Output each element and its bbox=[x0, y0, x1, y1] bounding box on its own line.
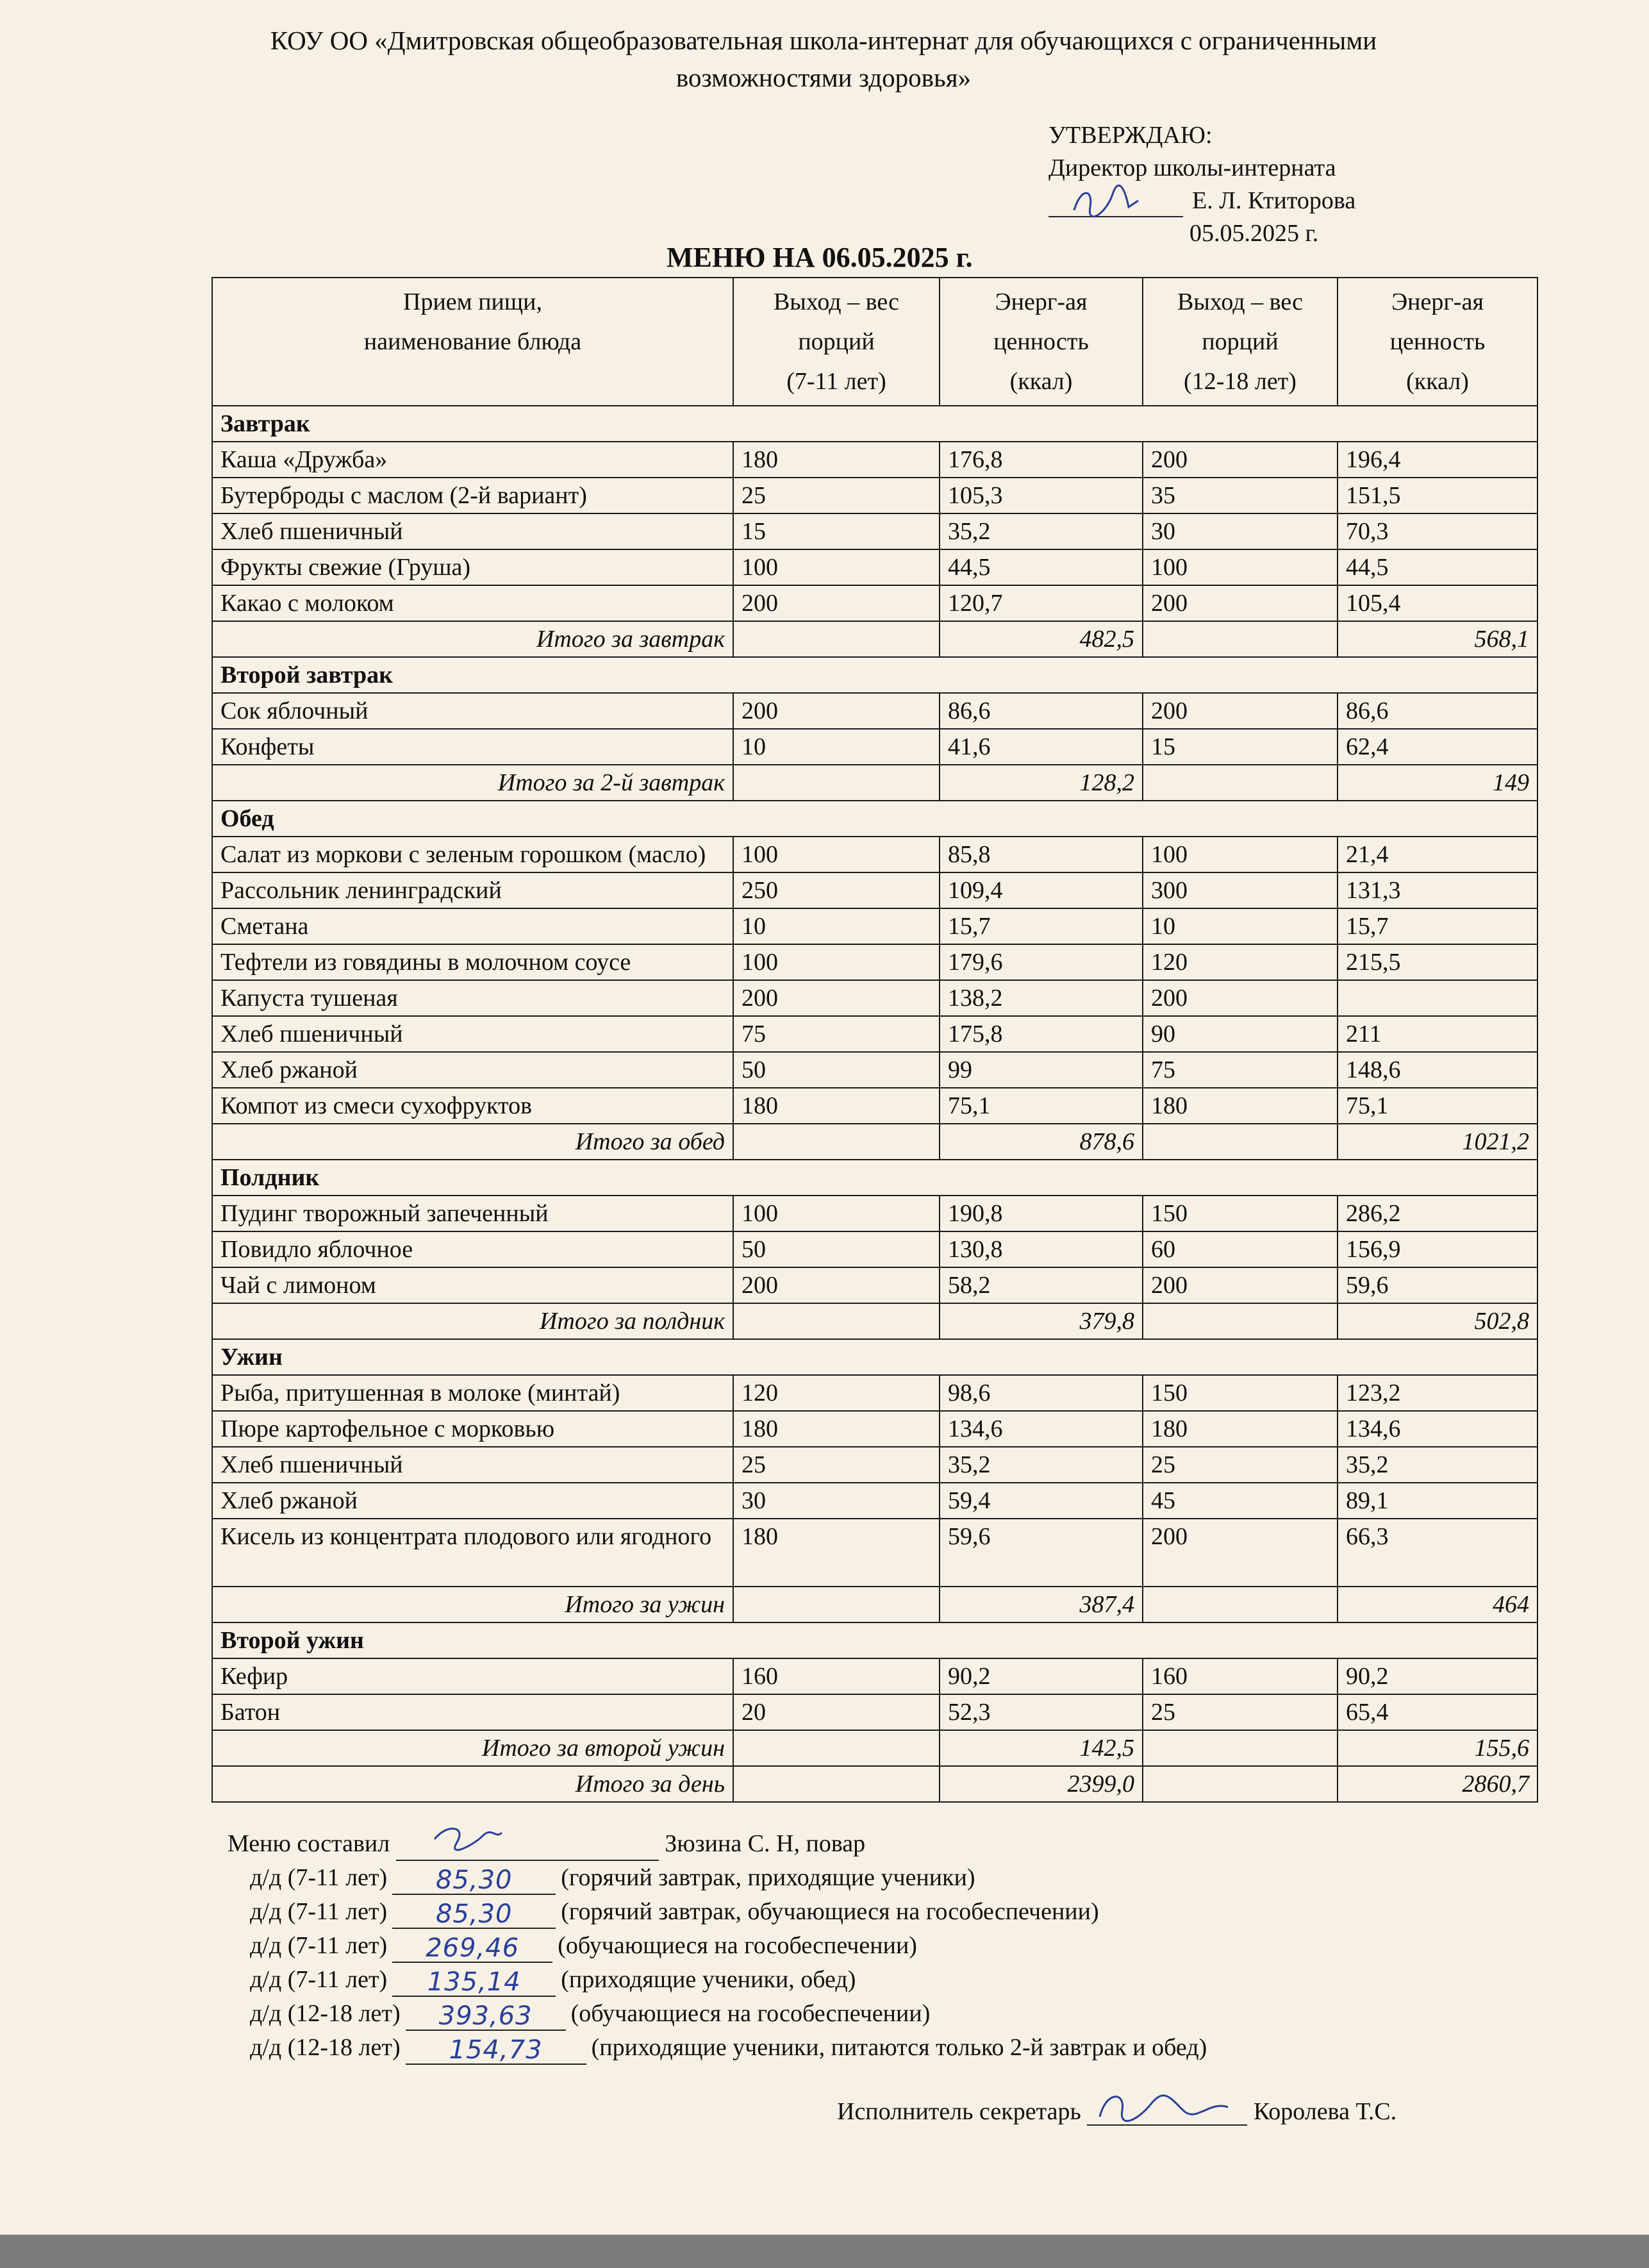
table-row bbox=[212, 693, 1537, 729]
cost-label: д/д (7-11 лет) bbox=[250, 1932, 388, 1959]
energy-7-11: 35,2 bbox=[940, 513, 1143, 549]
energy-12-18: 59,6 bbox=[1338, 1267, 1537, 1303]
total-energy-7-11: 128,2 bbox=[940, 765, 1143, 801]
weight-12-18: 10 bbox=[1143, 908, 1338, 944]
energy-12-18: 151,5 bbox=[1338, 478, 1537, 513]
cost-value: 393,63 bbox=[438, 2001, 533, 2031]
table-row bbox=[212, 1375, 1537, 1411]
energy-12-18: 70,3 bbox=[1338, 513, 1537, 549]
weight-7-11: 200 bbox=[733, 1267, 940, 1303]
weight-7-11: 15 bbox=[733, 513, 940, 549]
cost-label: д/д (7-11 лет) bbox=[250, 1898, 388, 1925]
weight-12-18: 200 bbox=[1143, 693, 1338, 729]
weight-7-11: 30 bbox=[733, 1483, 940, 1519]
total-energy-12-18: 464 bbox=[1338, 1587, 1537, 1622]
approval-date: 05.05.2025 г. bbox=[1189, 220, 1319, 247]
dish-name: Конфеты bbox=[212, 729, 733, 765]
total-row bbox=[212, 1766, 1537, 1802]
total-energy-7-11: 379,8 bbox=[940, 1303, 1143, 1339]
cost-value-blank bbox=[392, 1933, 552, 1963]
weight-7-11: 10 bbox=[733, 729, 940, 765]
total-label: Итого за обед bbox=[212, 1124, 733, 1160]
weight-12-18: 100 bbox=[1143, 549, 1338, 585]
compiler-row bbox=[228, 1827, 1207, 1861]
energy-7-11: 190,8 bbox=[940, 1196, 1143, 1231]
executor-signature bbox=[1087, 2099, 1247, 2126]
total-energy-7-11: 878,6 bbox=[940, 1124, 1143, 1160]
table-row bbox=[212, 1196, 1537, 1231]
weight-12-18: 25 bbox=[1143, 1694, 1338, 1730]
table-row bbox=[212, 980, 1537, 1016]
director-signature bbox=[1048, 190, 1183, 217]
total-label: Итого за ужин bbox=[212, 1587, 733, 1622]
energy-7-11: 85,8 bbox=[940, 837, 1143, 872]
energy-7-11: 99 bbox=[940, 1052, 1143, 1088]
weight-12-18: 35 bbox=[1143, 478, 1338, 513]
total-empty bbox=[1143, 621, 1338, 657]
approval-label: УТВЕРЖДАЮ: bbox=[1048, 122, 1213, 149]
section-title: Ужин bbox=[212, 1339, 1537, 1375]
table-row bbox=[212, 1231, 1537, 1267]
total-empty bbox=[733, 1124, 940, 1160]
weight-12-18: 75 bbox=[1143, 1052, 1338, 1088]
energy-12-18: 86,6 bbox=[1338, 693, 1537, 729]
total-label: Итого за 2-й завтрак bbox=[212, 765, 733, 801]
cost-note: (горячий завтрак, обучающиеся на гособеспечении) bbox=[561, 1898, 1099, 1925]
total-row bbox=[212, 621, 1537, 657]
weight-7-11: 100 bbox=[733, 944, 940, 980]
energy-7-11: 138,2 bbox=[940, 980, 1143, 1016]
total-empty bbox=[733, 1766, 940, 1802]
energy-12-18: 156,9 bbox=[1338, 1231, 1537, 1267]
weight-7-11: 200 bbox=[733, 585, 940, 621]
cost-value-blank bbox=[392, 1899, 556, 1929]
document-header bbox=[167, 22, 1480, 96]
total-empty bbox=[733, 1730, 940, 1766]
cost-value-blank bbox=[392, 1865, 556, 1895]
weight-7-11: 100 bbox=[733, 837, 940, 872]
table-row bbox=[212, 837, 1537, 872]
header-dish: Прием пищи, наименование блюда bbox=[212, 278, 733, 406]
weight-12-18: 150 bbox=[1143, 1375, 1338, 1411]
weight-12-18: 180 bbox=[1143, 1411, 1338, 1447]
table-row bbox=[212, 1016, 1537, 1052]
energy-7-11: 105,3 bbox=[940, 478, 1143, 513]
dish-name: Пюре картофельное с морковью bbox=[212, 1411, 733, 1447]
dish-name: Салат из моркови с зеленым горошком (масло) bbox=[212, 837, 733, 872]
section-row bbox=[212, 801, 1537, 837]
total-energy-7-11: 2399,0 bbox=[940, 1766, 1143, 1802]
weight-12-18: 200 bbox=[1143, 1267, 1338, 1303]
dish-name: Компот из смеси сухофруктов bbox=[212, 1088, 733, 1124]
table-row bbox=[212, 908, 1537, 944]
energy-12-18: 211 bbox=[1338, 1016, 1537, 1052]
section-title: Второй ужин bbox=[212, 1622, 1537, 1658]
dish-name: Каша «Дружба» bbox=[212, 442, 733, 478]
approval-signature-line bbox=[1048, 185, 1355, 217]
total-empty bbox=[1143, 1730, 1338, 1766]
menu-table bbox=[211, 277, 1538, 1803]
header-weight-12-18: Выход – вес порций (12-18 лет) bbox=[1143, 278, 1338, 406]
total-energy-7-11: 387,4 bbox=[940, 1587, 1143, 1622]
total-label: Итого за второй ужин bbox=[212, 1730, 733, 1766]
total-row bbox=[212, 1730, 1537, 1766]
cost-value: 154,73 bbox=[449, 2035, 543, 2065]
table-row bbox=[212, 1694, 1537, 1730]
dish-name: Чай с лимоном bbox=[212, 1267, 733, 1303]
energy-12-18: 75,1 bbox=[1338, 1088, 1537, 1124]
energy-7-11: 75,1 bbox=[940, 1088, 1143, 1124]
approval-position: Директор школы-интерната bbox=[1048, 154, 1336, 181]
weight-7-11: 200 bbox=[733, 693, 940, 729]
total-label: Итого за завтрак bbox=[212, 621, 733, 657]
cost-value: 269,46 bbox=[426, 1933, 520, 1963]
total-energy-7-11: 142,5 bbox=[940, 1730, 1143, 1766]
total-empty bbox=[1143, 1124, 1338, 1160]
energy-12-18: 131,3 bbox=[1338, 872, 1537, 908]
weight-12-18: 90 bbox=[1143, 1016, 1338, 1052]
table-row bbox=[212, 1658, 1537, 1694]
dish-name: Сметана bbox=[212, 908, 733, 944]
weight-7-11: 180 bbox=[733, 1411, 940, 1447]
weight-12-18: 30 bbox=[1143, 513, 1338, 549]
dish-name: Сок яблочный bbox=[212, 693, 733, 729]
cost-label: д/д (12-18 лет) bbox=[250, 2034, 401, 2061]
executor-label: Исполнитель секретарь bbox=[837, 2098, 1081, 2125]
total-energy-7-11: 482,5 bbox=[940, 621, 1143, 657]
energy-12-18: 21,4 bbox=[1338, 837, 1537, 872]
total-energy-12-18: 502,8 bbox=[1338, 1303, 1537, 1339]
energy-7-11: 35,2 bbox=[940, 1447, 1143, 1483]
daily-cost-row bbox=[228, 1929, 1207, 1963]
dish-name: Рыба, притушенная в молоке (минтай) bbox=[212, 1375, 733, 1411]
table-row bbox=[212, 872, 1537, 908]
energy-7-11: 58,2 bbox=[940, 1267, 1143, 1303]
header-energy-12-18: Энерг-ая ценность (ккал) bbox=[1338, 278, 1537, 406]
daily-cost-row bbox=[228, 1963, 1207, 1997]
dish-name: Пудинг творожный запеченный bbox=[212, 1196, 733, 1231]
total-row bbox=[212, 1303, 1537, 1339]
weight-12-18: 60 bbox=[1143, 1231, 1338, 1267]
energy-12-18: 66,3 bbox=[1338, 1519, 1537, 1587]
compiler-signature bbox=[396, 1834, 659, 1861]
weight-7-11: 160 bbox=[733, 1658, 940, 1694]
table-row bbox=[212, 1088, 1537, 1124]
weight-12-18: 160 bbox=[1143, 1658, 1338, 1694]
cost-note: (приходящие ученики, питаются только 2-й завтрак и обед) bbox=[591, 2034, 1207, 2061]
energy-7-11: 98,6 bbox=[940, 1375, 1143, 1411]
total-row bbox=[212, 1587, 1537, 1622]
cost-value-blank bbox=[406, 2035, 586, 2065]
table-row bbox=[212, 549, 1537, 585]
weight-7-11: 120 bbox=[733, 1375, 940, 1411]
dish-name: Хлеб пшеничный bbox=[212, 1016, 733, 1052]
cost-value-blank bbox=[406, 2001, 566, 2031]
table-row bbox=[212, 1052, 1537, 1088]
weight-7-11: 200 bbox=[733, 980, 940, 1016]
dish-name: Капуста тушеная bbox=[212, 980, 733, 1016]
header-energy-7-11: Энерг-ая ценность (ккал) bbox=[940, 278, 1143, 406]
weight-7-11: 250 bbox=[733, 872, 940, 908]
page-title: МЕНЮ НА 06.05.2025 г. bbox=[667, 242, 973, 273]
energy-7-11: 175,8 bbox=[940, 1016, 1143, 1052]
section-row bbox=[212, 1622, 1537, 1658]
weight-12-18: 200 bbox=[1143, 585, 1338, 621]
section-title: Завтрак bbox=[212, 406, 1537, 442]
weight-12-18: 120 bbox=[1143, 944, 1338, 980]
weight-7-11: 100 bbox=[733, 1196, 940, 1231]
section-title: Полдник bbox=[212, 1160, 1537, 1196]
cost-value: 85,30 bbox=[435, 1899, 513, 1929]
energy-7-11: 59,4 bbox=[940, 1483, 1143, 1519]
total-empty bbox=[733, 765, 940, 801]
weight-7-11: 50 bbox=[733, 1052, 940, 1088]
weight-7-11: 75 bbox=[733, 1016, 940, 1052]
cost-value: 135,14 bbox=[427, 1967, 521, 1997]
table-header-row bbox=[212, 278, 1537, 406]
table-row bbox=[212, 442, 1537, 478]
total-row bbox=[212, 1124, 1537, 1160]
dish-name: Тефтели из говядины в молочном соусе bbox=[212, 944, 733, 980]
energy-12-18: 62,4 bbox=[1338, 729, 1537, 765]
weight-12-18: 300 bbox=[1143, 872, 1338, 908]
energy-7-11: 120,7 bbox=[940, 585, 1143, 621]
weight-12-18: 45 bbox=[1143, 1483, 1338, 1519]
energy-7-11: 130,8 bbox=[940, 1231, 1143, 1267]
energy-12-18 bbox=[1338, 980, 1537, 1016]
total-empty bbox=[733, 1303, 940, 1339]
compiler-label: Меню составил bbox=[228, 1830, 390, 1857]
weight-7-11: 20 bbox=[733, 1694, 940, 1730]
dish-name: Повидло яблочное bbox=[212, 1231, 733, 1267]
dish-name: Батон bbox=[212, 1694, 733, 1730]
energy-7-11: 176,8 bbox=[940, 442, 1143, 478]
weight-7-11: 180 bbox=[733, 1088, 940, 1124]
daily-cost-row bbox=[228, 1861, 1207, 1895]
menu-table-body bbox=[212, 406, 1537, 1802]
energy-7-11: 41,6 bbox=[940, 729, 1143, 765]
energy-7-11: 109,4 bbox=[940, 872, 1143, 908]
table-row bbox=[212, 944, 1537, 980]
total-empty bbox=[1143, 1303, 1338, 1339]
cost-value-blank bbox=[392, 1967, 556, 1997]
scan-edge bbox=[0, 2235, 1649, 2268]
header-line-1: КОУ ОО «Дмитровская общеобразовательная школа-интернат для обучающихся с ограниченными bbox=[270, 26, 1377, 55]
approval-block bbox=[1048, 119, 1355, 250]
section-title: Обед bbox=[212, 801, 1537, 837]
weight-12-18: 25 bbox=[1143, 1447, 1338, 1483]
weight-12-18: 150 bbox=[1143, 1196, 1338, 1231]
dish-name: Кисель из концентрата плодового или ягодного bbox=[212, 1519, 733, 1587]
cost-note: (обучающиеся на гособеспечении) bbox=[558, 1932, 917, 1959]
director-name: Е. Л. Ктиторова bbox=[1192, 187, 1356, 214]
total-empty bbox=[1143, 765, 1338, 801]
energy-7-11: 90,2 bbox=[940, 1658, 1143, 1694]
executor-name: Королева Т.С. bbox=[1253, 2098, 1397, 2125]
energy-12-18: 65,4 bbox=[1338, 1694, 1537, 1730]
executor-row bbox=[837, 2097, 1396, 2126]
daily-cost-row bbox=[228, 2031, 1207, 2065]
daily-cost-row bbox=[228, 1895, 1207, 1929]
dish-name: Хлеб ржаной bbox=[212, 1483, 733, 1519]
energy-7-11: 52,3 bbox=[940, 1694, 1143, 1730]
energy-7-11: 59,6 bbox=[940, 1519, 1143, 1587]
weight-7-11: 180 bbox=[733, 1519, 940, 1587]
total-empty bbox=[733, 621, 940, 657]
section-row bbox=[212, 1339, 1537, 1375]
total-energy-12-18: 155,6 bbox=[1338, 1730, 1537, 1766]
header-line-2: возможностями здоровья» bbox=[675, 63, 972, 92]
table-row bbox=[212, 1267, 1537, 1303]
table-row bbox=[212, 478, 1537, 513]
cost-note: (приходящие ученики, обед) bbox=[561, 1966, 856, 1993]
weight-12-18: 180 bbox=[1143, 1088, 1338, 1124]
weight-7-11: 100 bbox=[733, 549, 940, 585]
daily-cost-row bbox=[228, 1997, 1207, 2031]
dish-name: Кефир bbox=[212, 1658, 733, 1694]
total-empty bbox=[1143, 1587, 1338, 1622]
energy-7-11: 134,6 bbox=[940, 1411, 1143, 1447]
weight-12-18: 100 bbox=[1143, 837, 1338, 872]
weight-7-11: 50 bbox=[733, 1231, 940, 1267]
dish-name: Какао с молоком bbox=[212, 585, 733, 621]
weight-7-11: 25 bbox=[733, 1447, 940, 1483]
section-row bbox=[212, 657, 1537, 693]
weight-7-11: 25 bbox=[733, 478, 940, 513]
weight-12-18: 200 bbox=[1143, 442, 1338, 478]
section-title: Второй завтрак bbox=[212, 657, 1537, 693]
total-energy-12-18: 1021,2 bbox=[1338, 1124, 1537, 1160]
dish-name: Фрукты свежие (Груша) bbox=[212, 549, 733, 585]
header-weight-7-11: Выход – вес порций (7-11 лет) bbox=[733, 278, 940, 406]
table-row bbox=[212, 729, 1537, 765]
compiler-name: Зюзина С. Н, повар bbox=[665, 1830, 866, 1857]
energy-12-18: 105,4 bbox=[1338, 585, 1537, 621]
energy-7-11: 86,6 bbox=[940, 693, 1143, 729]
table-row bbox=[212, 513, 1537, 549]
energy-12-18: 44,5 bbox=[1338, 549, 1537, 585]
energy-12-18: 148,6 bbox=[1338, 1052, 1537, 1088]
energy-7-11: 44,5 bbox=[940, 549, 1143, 585]
energy-12-18: 35,2 bbox=[1338, 1447, 1537, 1483]
energy-12-18: 15,7 bbox=[1338, 908, 1537, 944]
table-row bbox=[212, 585, 1537, 621]
dish-name: Бутерброды с маслом (2-й вариант) bbox=[212, 478, 733, 513]
total-energy-12-18: 2860,7 bbox=[1338, 1766, 1537, 1802]
energy-12-18: 89,1 bbox=[1338, 1483, 1537, 1519]
energy-12-18: 286,2 bbox=[1338, 1196, 1537, 1231]
section-row bbox=[212, 406, 1537, 442]
total-energy-12-18: 568,1 bbox=[1338, 621, 1537, 657]
cost-note: (обучающиеся на гособеспечении) bbox=[570, 2000, 931, 2027]
energy-7-11: 179,6 bbox=[940, 944, 1143, 980]
weight-12-18: 200 bbox=[1143, 980, 1338, 1016]
total-empty bbox=[1143, 1766, 1338, 1802]
section-row bbox=[212, 1160, 1537, 1196]
energy-12-18: 134,6 bbox=[1338, 1411, 1537, 1447]
energy-12-18: 215,5 bbox=[1338, 944, 1537, 980]
energy-7-11: 15,7 bbox=[940, 908, 1143, 944]
cost-note: (горячий завтрак, приходящие ученики) bbox=[561, 1864, 975, 1891]
table-row bbox=[212, 1483, 1537, 1519]
weight-12-18: 200 bbox=[1143, 1519, 1338, 1587]
cost-label: д/д (7-11 лет) bbox=[250, 1864, 388, 1891]
cost-value: 85,30 bbox=[435, 1865, 513, 1895]
total-empty bbox=[733, 1587, 940, 1622]
total-row bbox=[212, 765, 1537, 801]
dish-name: Хлеб пшеничный bbox=[212, 513, 733, 549]
total-energy-12-18: 149 bbox=[1338, 765, 1537, 801]
cost-label: д/д (7-11 лет) bbox=[250, 1966, 388, 1993]
total-label: Итого за день bbox=[212, 1766, 733, 1802]
weight-7-11: 180 bbox=[733, 442, 940, 478]
cost-label: д/д (12-18 лет) bbox=[250, 2000, 401, 2027]
total-label: Итого за полдник bbox=[212, 1303, 733, 1339]
energy-12-18: 196,4 bbox=[1338, 442, 1537, 478]
weight-7-11: 10 bbox=[733, 908, 940, 944]
dish-name: Хлеб пшеничный bbox=[212, 1447, 733, 1483]
dish-name: Хлеб ржаной bbox=[212, 1052, 733, 1088]
energy-12-18: 90,2 bbox=[1338, 1658, 1537, 1694]
table-row bbox=[212, 1411, 1537, 1447]
dish-name: Рассольник ленинградский bbox=[212, 872, 733, 908]
weight-12-18: 15 bbox=[1143, 729, 1338, 765]
table-row bbox=[212, 1519, 1537, 1587]
footer bbox=[228, 1827, 1207, 2065]
energy-12-18: 123,2 bbox=[1338, 1375, 1537, 1411]
table-row bbox=[212, 1447, 1537, 1483]
